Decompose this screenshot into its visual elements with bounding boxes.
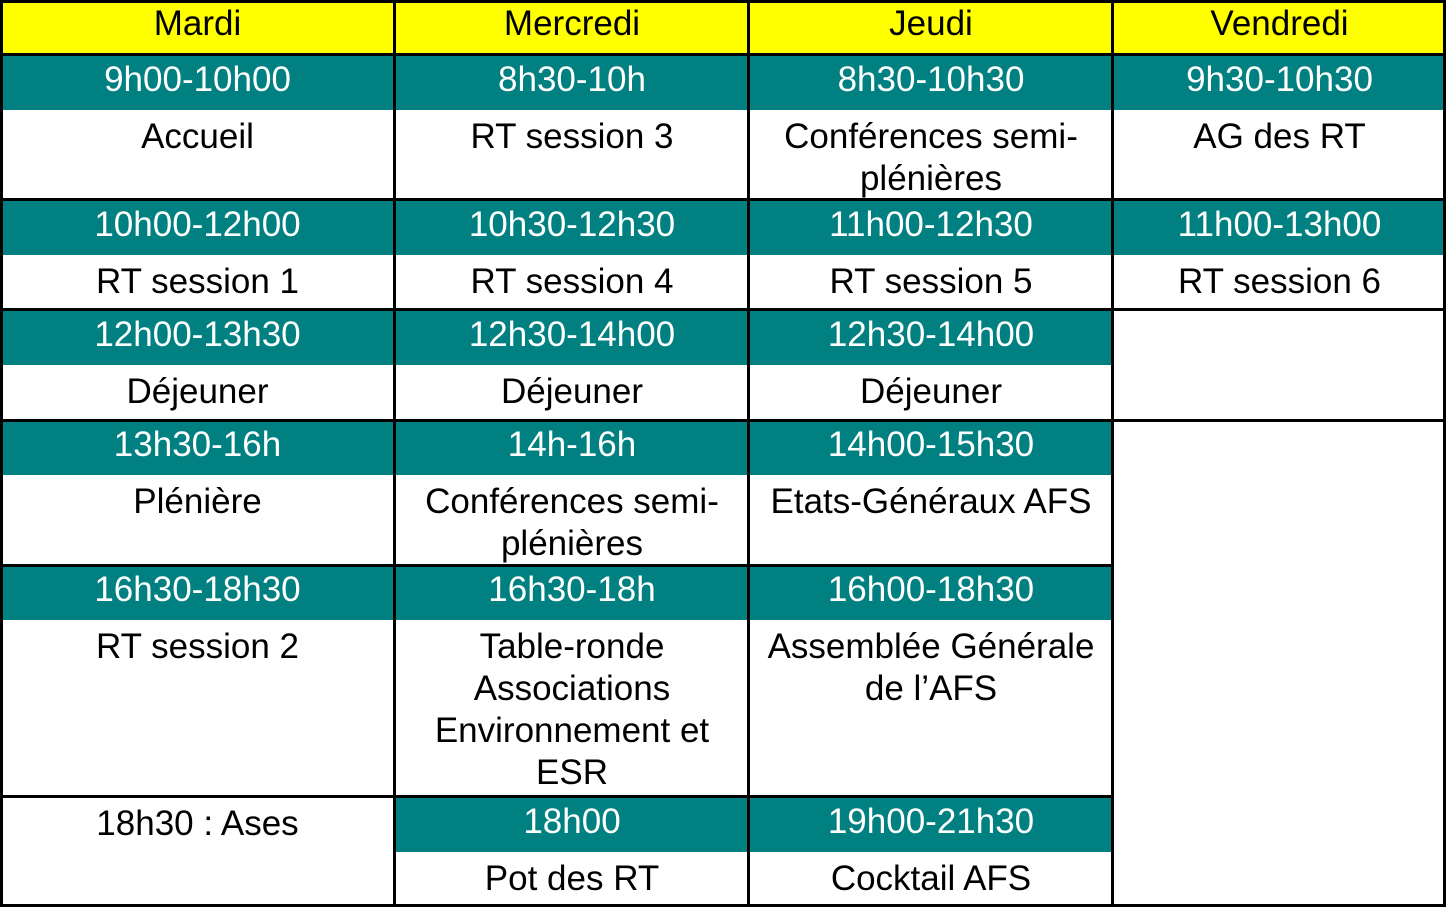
mercredi-activity-5-line-2: Associations <box>473 669 671 708</box>
mardi-activity-6: 18h30 : Ases <box>0 797 395 907</box>
mercredi-activity-5 <box>395 620 749 797</box>
vendredi-activity-1: AG des RT <box>1113 110 1446 200</box>
mardi-activity-1: Accueil <box>0 110 395 200</box>
jeudi-activity-6: Cocktail AFS <box>749 852 1113 907</box>
mercredi-activity-4-line-1: Conférences semi- <box>425 482 719 521</box>
jeudi-time-1: 8h30-10h30 <box>749 55 1113 110</box>
vendredi-activity-2: RT session 6 <box>1113 255 1446 310</box>
grid-line <box>0 795 1113 798</box>
jeudi-activity-5 <box>749 620 1113 797</box>
grid-line <box>0 308 1446 311</box>
grid-line <box>747 0 750 907</box>
header-vendredi: Vendredi <box>1113 0 1446 55</box>
mercredi-activity-5-line-4: ESR <box>536 753 608 792</box>
header-mercredi: Mercredi <box>395 0 749 55</box>
mardi-time-3: 12h00-13h30 <box>0 310 395 365</box>
mercredi-activity-4 <box>395 475 749 565</box>
grid-line <box>0 0 1446 3</box>
mercredi-activity-6: Pot des RT <box>395 852 749 907</box>
mercredi-activity-4-line-2: plénières <box>500 524 644 563</box>
jeudi-activity-4: Etats-Généraux AFS <box>749 475 1113 565</box>
mardi-activity-5: RT session 2 <box>0 620 395 797</box>
mercredi-time-1: 8h30-10h <box>395 55 749 110</box>
jeudi-time-3: 12h30-14h00 <box>749 310 1113 365</box>
grid-line <box>0 198 1446 201</box>
mardi-time-2: 10h00-12h00 <box>0 200 395 255</box>
vendredi-time-2: 11h00-13h00 <box>1113 200 1446 255</box>
jeudi-activity-1-line-1: Conférences semi- <box>784 117 1078 156</box>
mercredi-time-4: 14h-16h <box>395 420 749 475</box>
mercredi-time-6: 18h00 <box>395 797 749 852</box>
grid-line <box>0 564 1113 567</box>
mercredi-activity-5-line-3: Environnement et <box>434 711 710 750</box>
jeudi-activity-1-line-2: plénières <box>859 159 1003 198</box>
header-jeudi: Jeudi <box>749 0 1113 55</box>
mercredi-activity-5-line-1: Table-ronde <box>479 627 665 666</box>
jeudi-time-5: 16h00-18h30 <box>749 565 1113 620</box>
jeudi-time-2: 11h00-12h30 <box>749 200 1113 255</box>
grid-line <box>0 0 3 907</box>
grid-line <box>1111 0 1114 907</box>
jeudi-time-6: 19h00-21h30 <box>749 797 1113 852</box>
jeudi-activity-5-line-2: de l’AFS <box>864 669 998 708</box>
mardi-time-5: 16h30-18h30 <box>0 565 395 620</box>
mercredi-time-3: 12h30-14h00 <box>395 310 749 365</box>
mardi-activity-4: Plénière <box>0 475 395 565</box>
vendredi-empty-2 <box>1113 420 1446 907</box>
grid-line <box>393 0 396 907</box>
jeudi-activity-5-line-1: Assemblée Générale <box>767 627 1095 666</box>
mardi-time-4: 13h30-16h <box>0 420 395 475</box>
vendredi-empty-1 <box>1113 310 1446 420</box>
jeudi-time-4: 14h00-15h30 <box>749 420 1113 475</box>
mercredi-time-5: 16h30-18h <box>395 565 749 620</box>
mercredi-activity-2: RT session 4 <box>395 255 749 310</box>
mardi-activity-3: Déjeuner <box>0 365 395 420</box>
jeudi-activity-1 <box>749 110 1113 200</box>
mercredi-activity-3: Déjeuner <box>395 365 749 420</box>
jeudi-activity-2: RT session 5 <box>749 255 1113 310</box>
jeudi-activity-3: Déjeuner <box>749 365 1113 420</box>
mardi-time-1: 9h00-10h00 <box>0 55 395 110</box>
vendredi-time-1: 9h30-10h30 <box>1113 55 1446 110</box>
grid-line <box>0 53 1446 56</box>
grid-line <box>0 419 1446 422</box>
header-mardi: Mardi <box>0 0 395 55</box>
mercredi-time-2: 10h30-12h30 <box>395 200 749 255</box>
mercredi-activity-1: RT session 3 <box>395 110 749 200</box>
mardi-activity-2: RT session 1 <box>0 255 395 310</box>
